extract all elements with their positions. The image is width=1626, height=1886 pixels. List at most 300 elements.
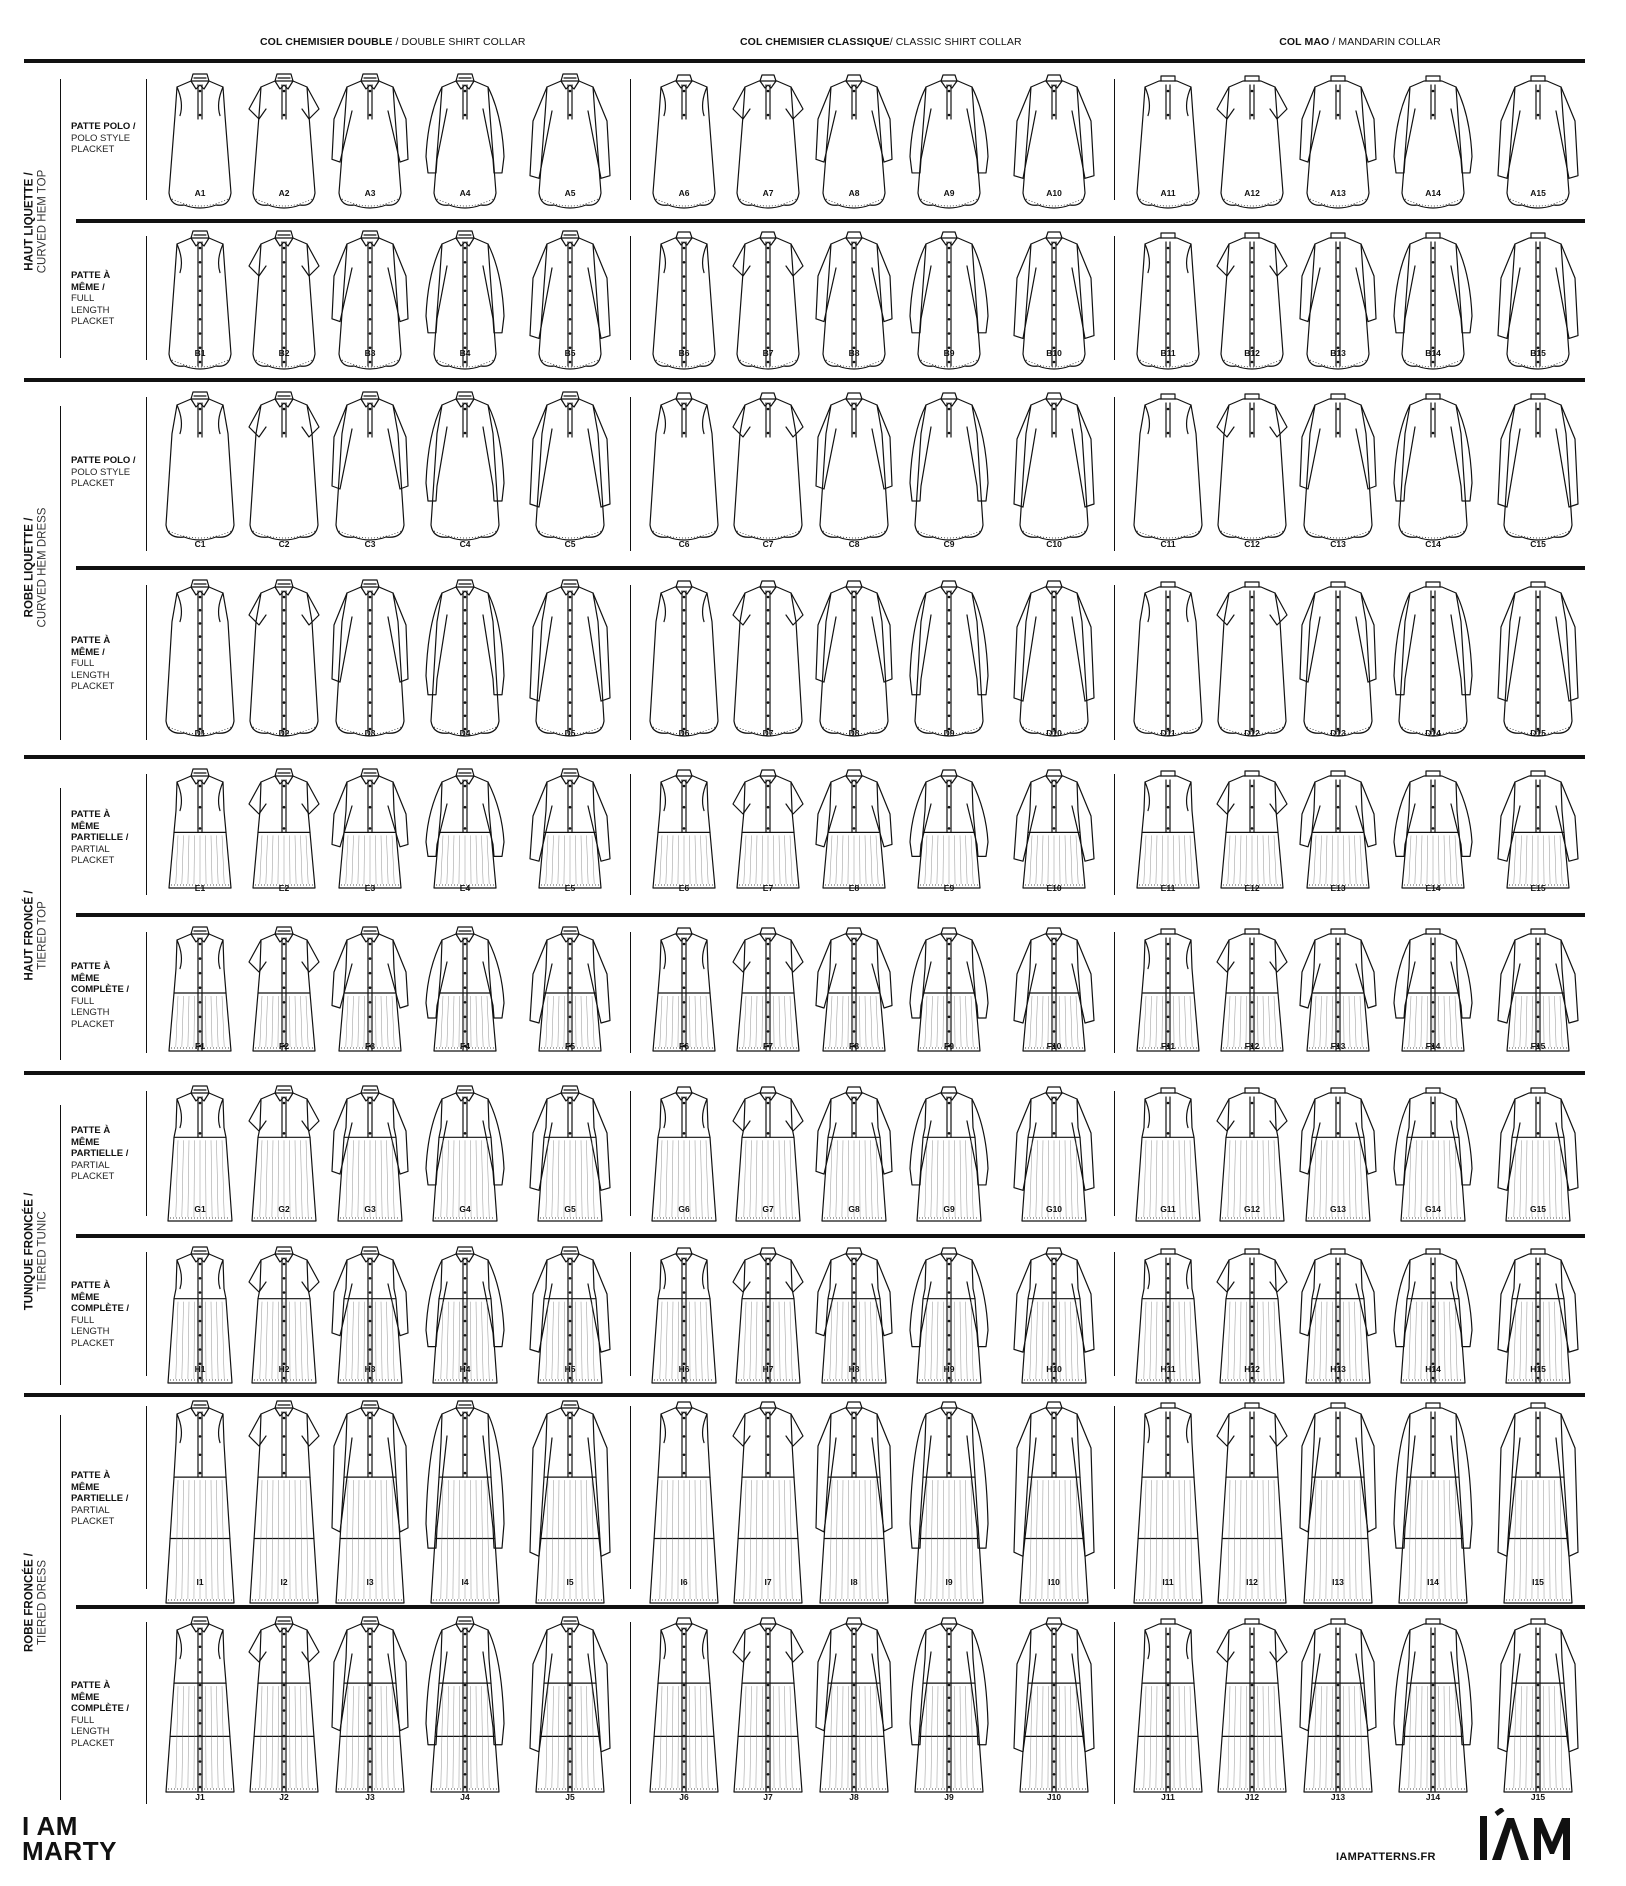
- garment-illustration: [530, 928, 610, 1053]
- garment-illustration: [814, 928, 894, 1053]
- placket-label: PATTE À MÊME COMPLÈTE / FULL LENGTH PLACKET: [71, 1280, 130, 1349]
- variation-code: E15: [1530, 883, 1546, 893]
- garment-illustration: [728, 1618, 808, 1794]
- garment-illustration: [244, 393, 324, 543]
- variation-code: B14: [1425, 348, 1441, 358]
- garment-illustration: [425, 393, 505, 543]
- placket-label: PATTE À MÊME PARTIELLE / PARTIAL PLACKET: [71, 809, 129, 867]
- variation-code: H5: [564, 1364, 576, 1374]
- garment-illustration: [644, 581, 724, 739]
- garment-illustration: [1393, 770, 1473, 890]
- garment-illustration: [1014, 1618, 1094, 1794]
- row-divider: [24, 1393, 1585, 1397]
- garment-illustration: [160, 928, 240, 1053]
- garment-illustration: [1212, 1402, 1292, 1605]
- variation-code: H12: [1244, 1364, 1260, 1374]
- variation-code: J9: [944, 1792, 954, 1802]
- garment-illustration: [1014, 1402, 1094, 1605]
- variation-code: I1: [196, 1577, 204, 1587]
- variation-code: I8: [850, 1577, 858, 1587]
- garment-illustration: [814, 581, 894, 739]
- variation-code: J7: [763, 1792, 773, 1802]
- variation-code: B8: [848, 348, 860, 358]
- variation-code: C6: [678, 539, 690, 549]
- garment-illustration: [909, 1618, 989, 1794]
- variation-code: H14: [1425, 1364, 1441, 1374]
- group-bracket: [60, 788, 61, 1060]
- variation-code: E4: [459, 883, 471, 893]
- placket-label: PATTE POLO / POLO STYLE PLACKET: [71, 455, 136, 490]
- variation-code: E14: [1425, 883, 1441, 893]
- garment-illustration: [1014, 1087, 1094, 1223]
- garment-illustration: [644, 1402, 724, 1605]
- garment-illustration: [160, 393, 240, 543]
- variation-code: I10: [1048, 1577, 1060, 1587]
- variation-code: H10: [1046, 1364, 1062, 1374]
- garment-illustration: [530, 1618, 610, 1794]
- garment-illustration: [1498, 581, 1578, 739]
- variation-code: G1: [194, 1204, 206, 1214]
- garment-illustration: [1128, 393, 1208, 543]
- garment-illustration: [1393, 1402, 1473, 1605]
- variation-code: D14: [1425, 728, 1441, 738]
- variation-code: B4: [459, 348, 471, 358]
- variation-code: B13: [1330, 348, 1346, 358]
- garment-illustration: [330, 1618, 410, 1794]
- garment-illustration: [1498, 928, 1578, 1053]
- placket-label: PATTE À MÊME COMPLÈTE / FULL LENGTH PLACKET: [71, 1680, 130, 1749]
- variation-code: G9: [943, 1204, 955, 1214]
- variation-code: H11: [1160, 1364, 1176, 1374]
- column-separator: [630, 1091, 631, 1216]
- column-header-classic-collar: COL CHEMISIER CLASSIQUE/ CLASSIC SHIRT COLLAR: [740, 36, 1022, 48]
- garment-illustration: [1128, 1402, 1208, 1605]
- variation-code: C13: [1330, 539, 1346, 549]
- variation-code: D6: [678, 728, 690, 738]
- column-separator: [630, 932, 631, 1053]
- variation-code: F9: [944, 1041, 954, 1051]
- variation-code: I13: [1332, 1577, 1344, 1587]
- row-divider: [76, 913, 1585, 917]
- variation-code: F3: [365, 1041, 375, 1051]
- variation-code: E11: [1160, 883, 1176, 893]
- variation-code: A1: [194, 188, 206, 198]
- variation-code: B9: [943, 348, 955, 358]
- garment-illustration: [330, 393, 410, 543]
- variation-code: F7: [763, 1041, 773, 1051]
- garment-illustration: [244, 1618, 324, 1794]
- garment-illustration: [244, 770, 324, 890]
- variation-code: D10: [1046, 728, 1062, 738]
- group-label-curved-hem-dress: ROBE LIQUETTE / CURVED HEM DRESS: [23, 507, 48, 628]
- variation-code: G8: [848, 1204, 860, 1214]
- garment-illustration: [1014, 770, 1094, 890]
- variation-code: G6: [678, 1204, 690, 1214]
- variation-code: I5: [566, 1577, 574, 1587]
- column-separator: [1114, 1091, 1115, 1216]
- garment-illustration: [1212, 393, 1292, 543]
- column-separator: [1114, 585, 1115, 740]
- garment-illustration: [644, 770, 724, 890]
- variation-code: B10: [1046, 348, 1062, 358]
- column-separator: [630, 585, 631, 740]
- garment-illustration: [909, 393, 989, 543]
- variation-code: J2: [279, 1792, 289, 1802]
- placket-label: PATTE À MÊME PARTIELLE / PARTIAL PLACKET: [71, 1470, 129, 1528]
- placket-label: PATTE À MÊME / FULL LENGTH PLACKET: [71, 270, 115, 328]
- variation-code: C10: [1046, 539, 1062, 549]
- variation-code: G5: [564, 1204, 576, 1214]
- variation-code: J8: [849, 1792, 859, 1802]
- placket-label: PATTE À MÊME / FULL LENGTH PLACKET: [71, 635, 115, 693]
- variation-code: I2: [280, 1577, 288, 1587]
- variation-code: G13: [1329, 1204, 1347, 1214]
- variation-code: H13: [1330, 1364, 1346, 1374]
- variation-code: G12: [1243, 1204, 1261, 1214]
- group-bracket: [60, 406, 61, 740]
- variation-code: F6: [679, 1041, 689, 1051]
- variation-code: I12: [1246, 1577, 1258, 1587]
- variation-code: I15: [1532, 1577, 1544, 1587]
- variation-code: B3: [364, 348, 376, 358]
- garment-illustration: [1212, 581, 1292, 739]
- website-link[interactable]: IAMPATTERNS.FR: [1336, 1851, 1436, 1863]
- variation-code: D1: [194, 728, 206, 738]
- column-header-mandarin-collar: COL MAO / MANDARIN COLLAR: [1279, 36, 1441, 48]
- garment-illustration: [425, 1402, 505, 1605]
- column-separator: [630, 1252, 631, 1376]
- variation-code: A4: [459, 188, 471, 198]
- garment-illustration: [728, 1402, 808, 1605]
- variation-code: A13: [1330, 188, 1346, 198]
- variation-code: E13: [1330, 883, 1346, 893]
- variation-code: I4: [461, 1577, 469, 1587]
- variation-code: C12: [1244, 539, 1260, 549]
- garment-illustration: [814, 393, 894, 543]
- placket-label: PATTE POLO / POLO STYLE PLACKET: [71, 121, 136, 156]
- variation-code: J4: [460, 1792, 470, 1802]
- garment-illustration: [909, 1087, 989, 1223]
- variation-code: C9: [943, 539, 955, 549]
- variation-code: D2: [278, 728, 290, 738]
- row-divider: [76, 1234, 1585, 1238]
- variation-code: B6: [678, 348, 690, 358]
- variation-code: C14: [1425, 539, 1441, 549]
- variation-code: E9: [943, 883, 955, 893]
- variation-code: H9: [943, 1364, 955, 1374]
- garment-illustration: [244, 928, 324, 1053]
- garment-illustration: [1298, 393, 1378, 543]
- garment-illustration: [1212, 770, 1292, 890]
- variation-code: B11: [1160, 348, 1176, 358]
- variation-code: E10: [1046, 883, 1062, 893]
- group-label-curved-hem-top: HAUT LIQUETTE / CURVED HEM TOP: [23, 169, 48, 274]
- variation-code: G10: [1045, 1204, 1063, 1214]
- variation-code: I7: [764, 1577, 772, 1587]
- variation-code: A14: [1425, 188, 1441, 198]
- brand-name: I AM MARTY: [22, 1811, 117, 1866]
- garment-illustration: [1298, 928, 1378, 1053]
- garment-illustration: [425, 928, 505, 1053]
- variation-code: H3: [364, 1364, 376, 1374]
- garment-illustration: [644, 393, 724, 543]
- group-label-tiered-dress: ROBE FRONCÉE / TIERED DRESS: [23, 1552, 48, 1653]
- variation-code: C8: [848, 539, 860, 549]
- garment-illustration: [814, 1618, 894, 1794]
- garment-illustration: [160, 1402, 240, 1605]
- garment-illustration: [1298, 1087, 1378, 1223]
- column-separator: [630, 79, 631, 200]
- garment-illustration: [160, 581, 240, 739]
- variation-code: A7: [762, 188, 774, 198]
- variation-code: B1: [194, 348, 206, 358]
- garment-illustration: [1212, 1618, 1292, 1794]
- variation-code: F15: [1530, 1041, 1546, 1051]
- row-divider: [76, 566, 1585, 570]
- variation-code: F14: [1425, 1041, 1441, 1051]
- placket-label: PATTE À MÊME PARTIELLE / PARTIAL PLACKET: [71, 1125, 129, 1183]
- variation-code: F8: [849, 1041, 859, 1051]
- garment-illustration: [530, 770, 610, 890]
- column-header-double-collar: COL CHEMISIER DOUBLE / DOUBLE SHIRT COLLAR: [260, 36, 526, 48]
- variation-code: I9: [945, 1577, 953, 1587]
- variation-code: H2: [278, 1364, 290, 1374]
- garment-illustration: [1393, 393, 1473, 543]
- variation-code: D9: [943, 728, 955, 738]
- garment-illustration: [1128, 1087, 1208, 1223]
- garment-illustration: [244, 1087, 324, 1223]
- garment-illustration: [1014, 393, 1094, 543]
- garment-illustration: [909, 581, 989, 739]
- variation-code: D15: [1530, 728, 1546, 738]
- variation-code: A6: [678, 188, 690, 198]
- column-separator: [1114, 236, 1115, 360]
- column-separator: [1114, 774, 1115, 895]
- group-bracket: [60, 1105, 61, 1385]
- variation-code: E2: [278, 883, 290, 893]
- variation-code: C11: [1160, 539, 1176, 549]
- variation-code: B7: [762, 348, 774, 358]
- column-separator: [1114, 932, 1115, 1053]
- garment-illustration: [1014, 581, 1094, 739]
- variation-code: H4: [459, 1364, 471, 1374]
- garment-illustration: [330, 770, 410, 890]
- group-bracket: [60, 79, 61, 358]
- variation-code: J12: [1244, 1792, 1260, 1802]
- variation-code: E5: [564, 883, 576, 893]
- variation-code: H1: [194, 1364, 206, 1374]
- variation-code: D12: [1244, 728, 1260, 738]
- garment-illustration: [330, 581, 410, 739]
- garment-illustration: [1014, 928, 1094, 1053]
- column-separator: [1114, 79, 1115, 200]
- garment-illustration: [1128, 770, 1208, 890]
- variation-code: A11: [1160, 188, 1176, 198]
- garment-illustration: [1393, 581, 1473, 739]
- garment-illustration: [728, 770, 808, 890]
- garment-illustration: [330, 1402, 410, 1605]
- group-label-tiered-tunic: TUNIQUE FRONCÉE / TIERED TUNIC: [23, 1192, 48, 1311]
- variation-code: C15: [1530, 539, 1546, 549]
- variation-code: F10: [1046, 1041, 1062, 1051]
- column-separator: [630, 397, 631, 551]
- garment-illustration: [1498, 770, 1578, 890]
- variation-code: J1: [195, 1792, 205, 1802]
- variation-code: F2: [279, 1041, 289, 1051]
- group-bracket: [60, 1415, 61, 1800]
- garment-illustration: [244, 1402, 324, 1605]
- variation-code: B2: [278, 348, 290, 358]
- variation-code: J14: [1425, 1792, 1441, 1802]
- variation-code: E6: [678, 883, 690, 893]
- column-separator: [1114, 1406, 1115, 1589]
- variation-code: C1: [194, 539, 206, 549]
- variation-code: C7: [762, 539, 774, 549]
- garment-illustration: [530, 393, 610, 543]
- garment-illustration: [244, 581, 324, 739]
- garment-illustration: [1128, 928, 1208, 1053]
- variation-code: A15: [1530, 188, 1546, 198]
- variation-code: J5: [565, 1792, 575, 1802]
- row-divider: [24, 755, 1585, 759]
- variation-code: D5: [564, 728, 576, 738]
- variation-code: F13: [1330, 1041, 1346, 1051]
- variation-code: E3: [364, 883, 376, 893]
- garment-illustration: [728, 581, 808, 739]
- row-divider: [76, 219, 1585, 223]
- variation-code: F5: [565, 1041, 575, 1051]
- garment-illustration: [160, 1087, 240, 1223]
- variation-code: F11: [1160, 1041, 1176, 1051]
- column-separator: [1114, 1252, 1115, 1376]
- garment-illustration: [425, 1087, 505, 1223]
- variation-code: I3: [366, 1577, 374, 1587]
- variation-code: G11: [1160, 1204, 1176, 1214]
- variation-code: G15: [1529, 1204, 1547, 1214]
- variation-code: D4: [459, 728, 471, 738]
- variation-code: G2: [278, 1204, 290, 1214]
- garment-illustration: [1298, 581, 1378, 739]
- garment-illustration: [1212, 1087, 1292, 1223]
- variation-code: J13: [1330, 1792, 1346, 1802]
- garment-illustration: [644, 1618, 724, 1794]
- garment-illustration: [1212, 928, 1292, 1053]
- garment-illustration: [160, 770, 240, 890]
- garment-illustration: [1498, 393, 1578, 543]
- row-divider: [24, 1071, 1585, 1075]
- variation-code: G7: [762, 1204, 774, 1214]
- garment-illustration: [1128, 581, 1208, 739]
- garment-illustration: [1393, 1087, 1473, 1223]
- iam-logo-icon: [1474, 1808, 1584, 1864]
- variation-code: A3: [364, 188, 376, 198]
- variation-code: I6: [680, 1577, 688, 1587]
- variation-code: I14: [1427, 1577, 1439, 1587]
- variation-code: J6: [679, 1792, 689, 1802]
- group-label-tiered-top: HAUT FRONCÉ / TIERED TOP: [23, 890, 48, 981]
- variation-code: B5: [564, 348, 576, 358]
- variation-code: D7: [762, 728, 774, 738]
- variation-code: H6: [678, 1364, 690, 1374]
- garment-illustration: [909, 1402, 989, 1605]
- garment-illustration: [530, 1402, 610, 1605]
- variation-code: F12: [1244, 1041, 1260, 1051]
- garment-illustration: [644, 1087, 724, 1223]
- variation-code: B12: [1244, 348, 1260, 358]
- variation-code: E8: [848, 883, 860, 893]
- garment-illustration: [728, 1087, 808, 1223]
- placket-label: PATTE À MÊME COMPLÈTE / FULL LENGTH PLACKET: [71, 961, 130, 1030]
- garment-illustration: [909, 928, 989, 1053]
- garment-illustration: [814, 770, 894, 890]
- garment-illustration: [644, 928, 724, 1053]
- variation-code: G14: [1424, 1204, 1442, 1214]
- garment-illustration: [330, 1087, 410, 1223]
- variation-code: J15: [1530, 1792, 1546, 1802]
- variation-code: H8: [848, 1364, 860, 1374]
- variation-code: E7: [762, 883, 774, 893]
- variation-code: C5: [564, 539, 576, 549]
- variation-code: F1: [195, 1041, 205, 1051]
- garment-illustration: [1393, 1618, 1473, 1794]
- variation-code: I11: [1162, 1577, 1174, 1587]
- garment-illustration: [909, 770, 989, 890]
- garment-illustration: [160, 1618, 240, 1794]
- garment-illustration: [425, 770, 505, 890]
- garment-illustration: [1393, 928, 1473, 1053]
- garment-illustration: [530, 1087, 610, 1223]
- garment-illustration: [1298, 1402, 1378, 1605]
- variation-code: H7: [762, 1364, 774, 1374]
- variation-code: B15: [1530, 348, 1546, 358]
- garment-illustration: [1128, 1618, 1208, 1794]
- variation-code: D8: [848, 728, 860, 738]
- variation-code: D13: [1330, 728, 1346, 738]
- variation-code: G4: [459, 1204, 471, 1214]
- variation-code: A8: [848, 188, 860, 198]
- row-divider: [24, 378, 1585, 382]
- variation-code: A9: [943, 188, 955, 198]
- garment-illustration: [728, 393, 808, 543]
- garment-illustration: [814, 1402, 894, 1605]
- variation-code: J11: [1161, 1792, 1175, 1802]
- variation-code: D3: [364, 728, 376, 738]
- variation-code: C2: [278, 539, 290, 549]
- variation-code: A12: [1244, 188, 1260, 198]
- garment-illustration: [1298, 770, 1378, 890]
- variation-code: A5: [564, 188, 576, 198]
- variation-code: C3: [364, 539, 376, 549]
- row-divider: [24, 59, 1585, 63]
- garment-illustration: [425, 581, 505, 739]
- garment-illustration: [425, 1618, 505, 1794]
- column-separator: [1114, 397, 1115, 551]
- garment-illustration: [728, 928, 808, 1053]
- variation-code: D11: [1160, 728, 1176, 738]
- variation-code: E1: [194, 883, 206, 893]
- variation-code: G3: [364, 1204, 376, 1214]
- garment-illustration: [1498, 1618, 1578, 1794]
- variation-code: A2: [278, 188, 290, 198]
- variation-code: C4: [459, 539, 471, 549]
- variation-code: F4: [460, 1041, 470, 1051]
- garment-illustration: [530, 581, 610, 739]
- garment-illustration: [330, 928, 410, 1053]
- garment-illustration: [1498, 1087, 1578, 1223]
- column-separator: [630, 1406, 631, 1589]
- column-separator: [630, 774, 631, 895]
- variation-code: J3: [365, 1792, 375, 1802]
